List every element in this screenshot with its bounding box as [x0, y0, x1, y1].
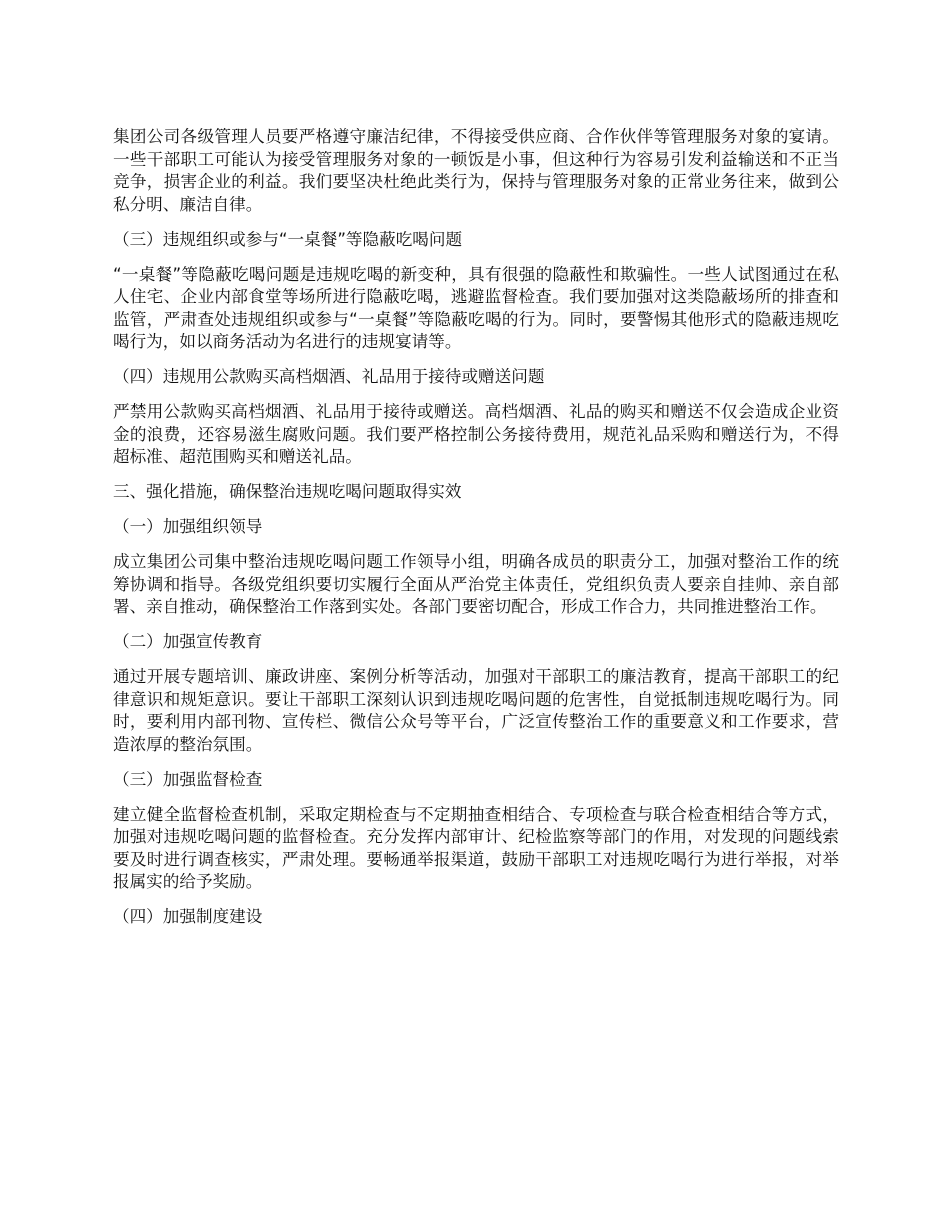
paragraph-hospitality-discipline: 集团公司各级管理人员要严格遵守廉洁纪律，不得接受供应商、合作伙伴等管理服务对象的宴请。一些干部职工可能认为接受管理服务对象的一顿饭是小事，但这种行为容易引发利益输送和不正当竞争，损害企业的利益。我们要坚决杜绝此类行为，保持与管理服务对象的正常业务往来，做到公私分明、廉洁自律。 — [113, 127, 839, 214]
paragraph-leadership: 成立集团公司集中整治违规吃喝问题工作领导小组，明确各成员的职责分工，加强对整治工作的统筹协调和指导。各级党组织要切实履行全面从严治党主体责任，党组织负责人要亲自挂帅、亲自部署、亲自推动，确保整治工作落到实处。各部门要密切配合，形成工作合力，共同推进整治工作。 — [113, 552, 839, 616]
section-heading-gifts: （四）违规用公款购买高档烟酒、礼品用于接待或赠送问题 — [113, 367, 545, 386]
paragraph-hidden-dining: “一桌餐”等隐蔽吃喝问题是违规吃喝的新变种，具有很强的隐蔽性和欺骗性。一些人试图通过在私人住宅、企业内部食堂等场所进行隐蔽吃喝，逃避监督检查。我们要加强对这类隐蔽场所的排查和监管，严肃查处违规组织或参与“一桌餐”等隐蔽吃喝的行为。同时，要警惕其他形式的隐蔽违规吃喝行为，如以商务活动为名进行的违规宴请等。 — [113, 264, 839, 351]
document-page — [113, 126, 839, 941]
paragraph-education: 通过开展专题培训、廉政讲座、案例分析等活动，加强对干部职工的廉洁教育，提高干部职工的纪律意识和规矩意识。要让干部职工深刻认识到违规吃喝问题的危害性，自觉抵制违规吃喝行为。同时，要利用内部刊物、宣传栏、微信公众号等平台，广泛宣传整治工作的重要意义和工作要求，营造浓厚的整治氛围。 — [113, 667, 839, 754]
section-heading-supervision: （三）加强监督检查 — [113, 769, 263, 789]
paragraph-supervision: 建立健全监督检查机制，采取定期检查与不定期抽查相结合、专项检查与联合检查相结合等方式，加强对违规吃喝问题的监督检查。充分发挥内部审计、纪检监察等部门的作用，对发现的问题线索要及时进行调查核实，严肃处理。要畅通举报渠道，鼓励干部职工对违规吃喝行为进行举报，对举报属实的给予奖励。 — [113, 804, 839, 891]
section-heading-hidden-dining: （三）违规组织或参与“一桌餐”等隐蔽吃喝问题 — [113, 229, 463, 249]
section-heading-institutions: （四）加强制度建设 — [113, 907, 263, 926]
chapter-heading-measures: 三、强化措施，确保整治违规吃喝问题取得实效 — [113, 482, 462, 501]
section-heading-leadership: （一）加强组织领导 — [113, 517, 263, 536]
section-heading-education: （二）加强宣传教育 — [113, 632, 263, 651]
paragraph-gifts: 严禁用公款购买高档烟酒、礼品用于接待或赠送。高档烟酒、礼品的购买和赠送不仅会造成企业资金的浪费，还容易滋生腐败问题。我们要严格控制公务接待费用，规范礼品采购和赠送行为，不得超标准、超范围购买和赠送礼品。 — [113, 402, 839, 466]
